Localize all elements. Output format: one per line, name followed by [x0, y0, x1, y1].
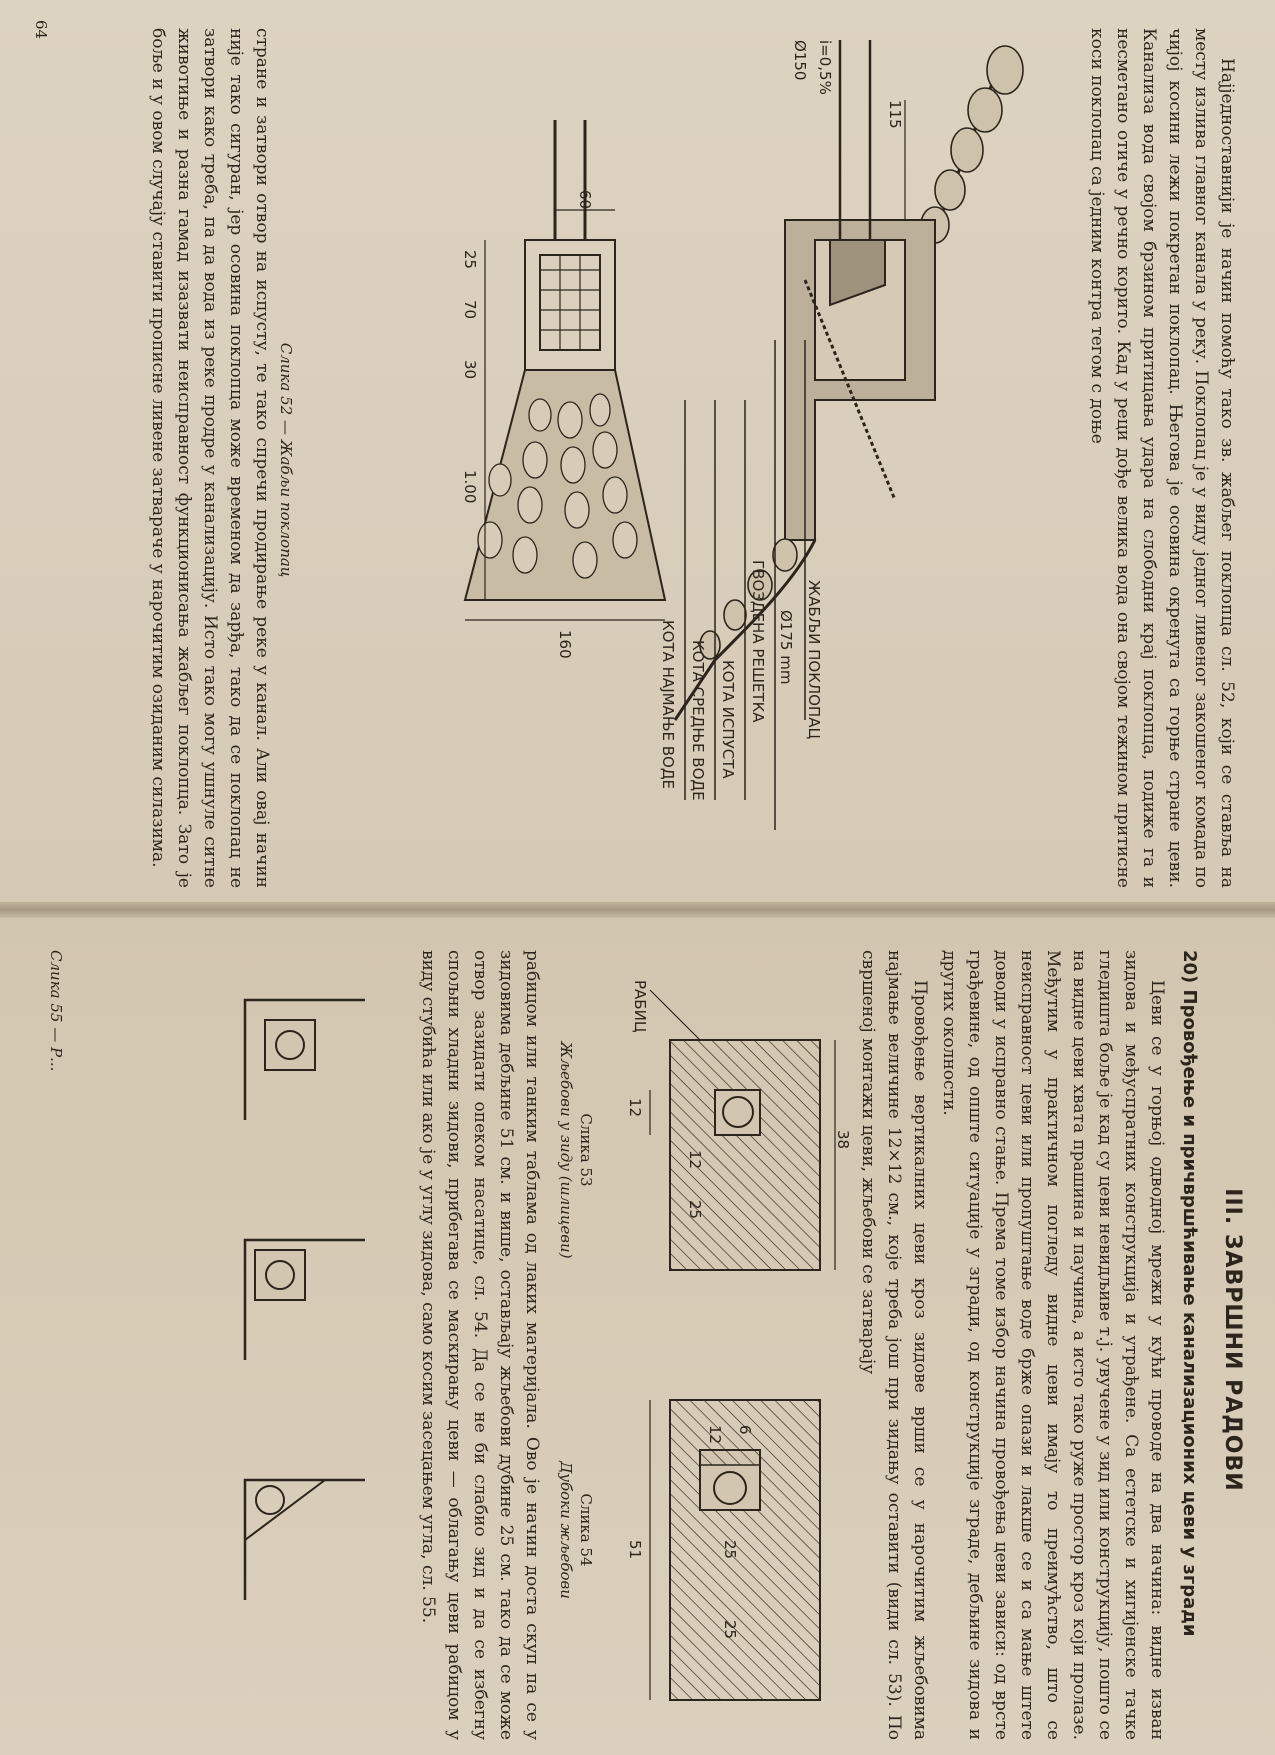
- fig52-mid-level: КОТА СРЕДЊЕ ВОДЕ: [689, 640, 707, 801]
- fig54-dim-51: 51: [626, 1540, 644, 1560]
- fig52-dim-100: 1.00: [461, 470, 479, 504]
- paragraph-2: Провођење вертикалних цеви кроз зидове врши се у нарочитим жљебовима најмање величине 12×12 см., које треба још при зидању оставити (види сл. 53). По свршеној монтажи цеви, жљебови се затварају: [858, 950, 930, 1740]
- closing-paragraph: стране и затвори отвор на испусту, те тако спречи продирање реке у канал. Али овај начин није тако сигуран, јер осовина поклопца може временом да зарђа, тако да се поклопац не затвори како треба, па да вода из реке продре у канализацију. Исто тако могу ушнуле ситне животиње и разна гамад изазвати неисправност функционисања жабљег поклопца. Зато је боље и у овом случају ставити прописне ливене затвараче у нарочитим озиданим силазима.: [148, 28, 272, 888]
- fig52-dim-115: 115: [886, 100, 904, 129]
- figure-54-caption-title: Слика 54: [577, 1493, 595, 1567]
- fig52-outlet-level: КОТА ИСПУСТА: [719, 660, 737, 779]
- figure-55-drawing: [85, 980, 385, 1680]
- section-title: 20) Провођење и причвршћивање канализационих цеви у згради: [1179, 950, 1200, 1637]
- fig52-flap-size: Ø175 mm: [777, 610, 795, 685]
- book-gutter: [0, 902, 1275, 918]
- fig54-dim-12: 12: [706, 1425, 724, 1445]
- fig53-dim-12a: 12: [626, 1098, 644, 1118]
- fig52-grate-label: ГВОЗДЕНА РЕШЕТКА: [749, 560, 767, 723]
- fig53-rabic: РАБИЦ: [631, 980, 649, 1033]
- fig52-low-level: КОТА НАЈМАЊЕ ВОДЕ: [659, 620, 677, 790]
- fig54-dim-25a: 25: [721, 1540, 739, 1560]
- paragraph-3: рабицом или танким таблама од лаких материјала. Ово је начин доста скуп па се у зидовима дебљине 51 см. и више, остављају жљебови дубине 25 см. тако да се може отвор зазидати опеком насатице, сл. 54. Да се не би слабио зид и да се избегну спољни хладни зидови, прибегава се маскирању цеви — облагању цеви рабицом у виду стубића или ако је у углу зидова, само косим засецањем угла, сл. 55.: [418, 950, 542, 1740]
- fig52-dim-70: 70: [461, 300, 479, 320]
- fig54-dim-6: 6: [736, 1425, 754, 1435]
- chapter-title: III. ЗАВРШНИ РАДОВИ: [1220, 1188, 1245, 1492]
- figure-52-caption: Слика 52 — Жабљи поклопац: [277, 342, 295, 578]
- fig52-dim-25: 25: [461, 250, 479, 270]
- intro-paragraph: Најједноставнији је начин помоћу тако зв. жабљег поклопца сл. 52, који се ставља на месту излива главног канала у реку. Поклопац је у виду једног ливеног закошеног комада по чијој косини лежи покретан поклопац. Његова је осовина окренута са горње стране цеви. Канализа вода својом брзином притицања удара на слободни крај поклопца, подиже га и несметано отиче у речно корито. Кад у реци дође велика вода она својом тежином притисне коси поклопац са једним контра тегом с доње: [1087, 28, 1237, 888]
- fig52-diameter: Ø150: [791, 40, 809, 81]
- figure-55-caption: Слика 55 — Р...: [47, 950, 65, 1072]
- figure-53-caption-sub: Жљебови у зиду (шлицеви): [557, 1041, 575, 1259]
- lower-page-content: [5, 940, 1245, 1740]
- figure-54-caption-sub: Дубоки жљебови: [557, 1461, 575, 1599]
- fig52-flap-label: ЖАБЉИ ПОКЛОПАЦ: [805, 580, 823, 740]
- fig53-dim-38: 38: [834, 1130, 852, 1150]
- figures-53-54-drawing: [600, 980, 850, 1740]
- fig53-dim-12b: 12: [686, 1150, 704, 1170]
- paragraph-1: Цеви се у горњој одводној мрежи у кући проводе на два начина: видне изван зидова и међуспратних конструкција и утрађене. Са естетске и хигијенске тачке гледишта боље је кад су цеви невидљиве т.ј. увучене у зид или конструкцију, пошто се на видне цеви хвата прашина и паучина, а исто тако руже простор кроз који пролазе. Међутим у практичном погледу видне цеви имају то преимућство, што се неисправност цеви или пропуштање воде брже опази и лакше се и са мање штете доводи у исправно стање. Према томе избор начина провођења цеви зависи: од врсте грађевине, од опште ситуације у згради, од конструкције зграде, дебљине зидова и других околности.: [939, 950, 1167, 1740]
- figure-52-drawing: [285, 40, 1045, 890]
- fig52-dim-30: 30: [461, 360, 479, 380]
- upper-page-content: [32, 20, 1240, 890]
- page-number: 64: [32, 20, 50, 40]
- fig54-dim-25b: 25: [721, 1620, 739, 1640]
- fig52-dim-60: 60: [576, 190, 594, 210]
- fig52-slope: i=0,5%: [816, 40, 834, 95]
- figure-53-caption-title: Слика 53: [577, 1113, 595, 1187]
- fig52-dim-160: 160: [556, 630, 574, 659]
- fig53-dim-25: 25: [686, 1200, 704, 1220]
